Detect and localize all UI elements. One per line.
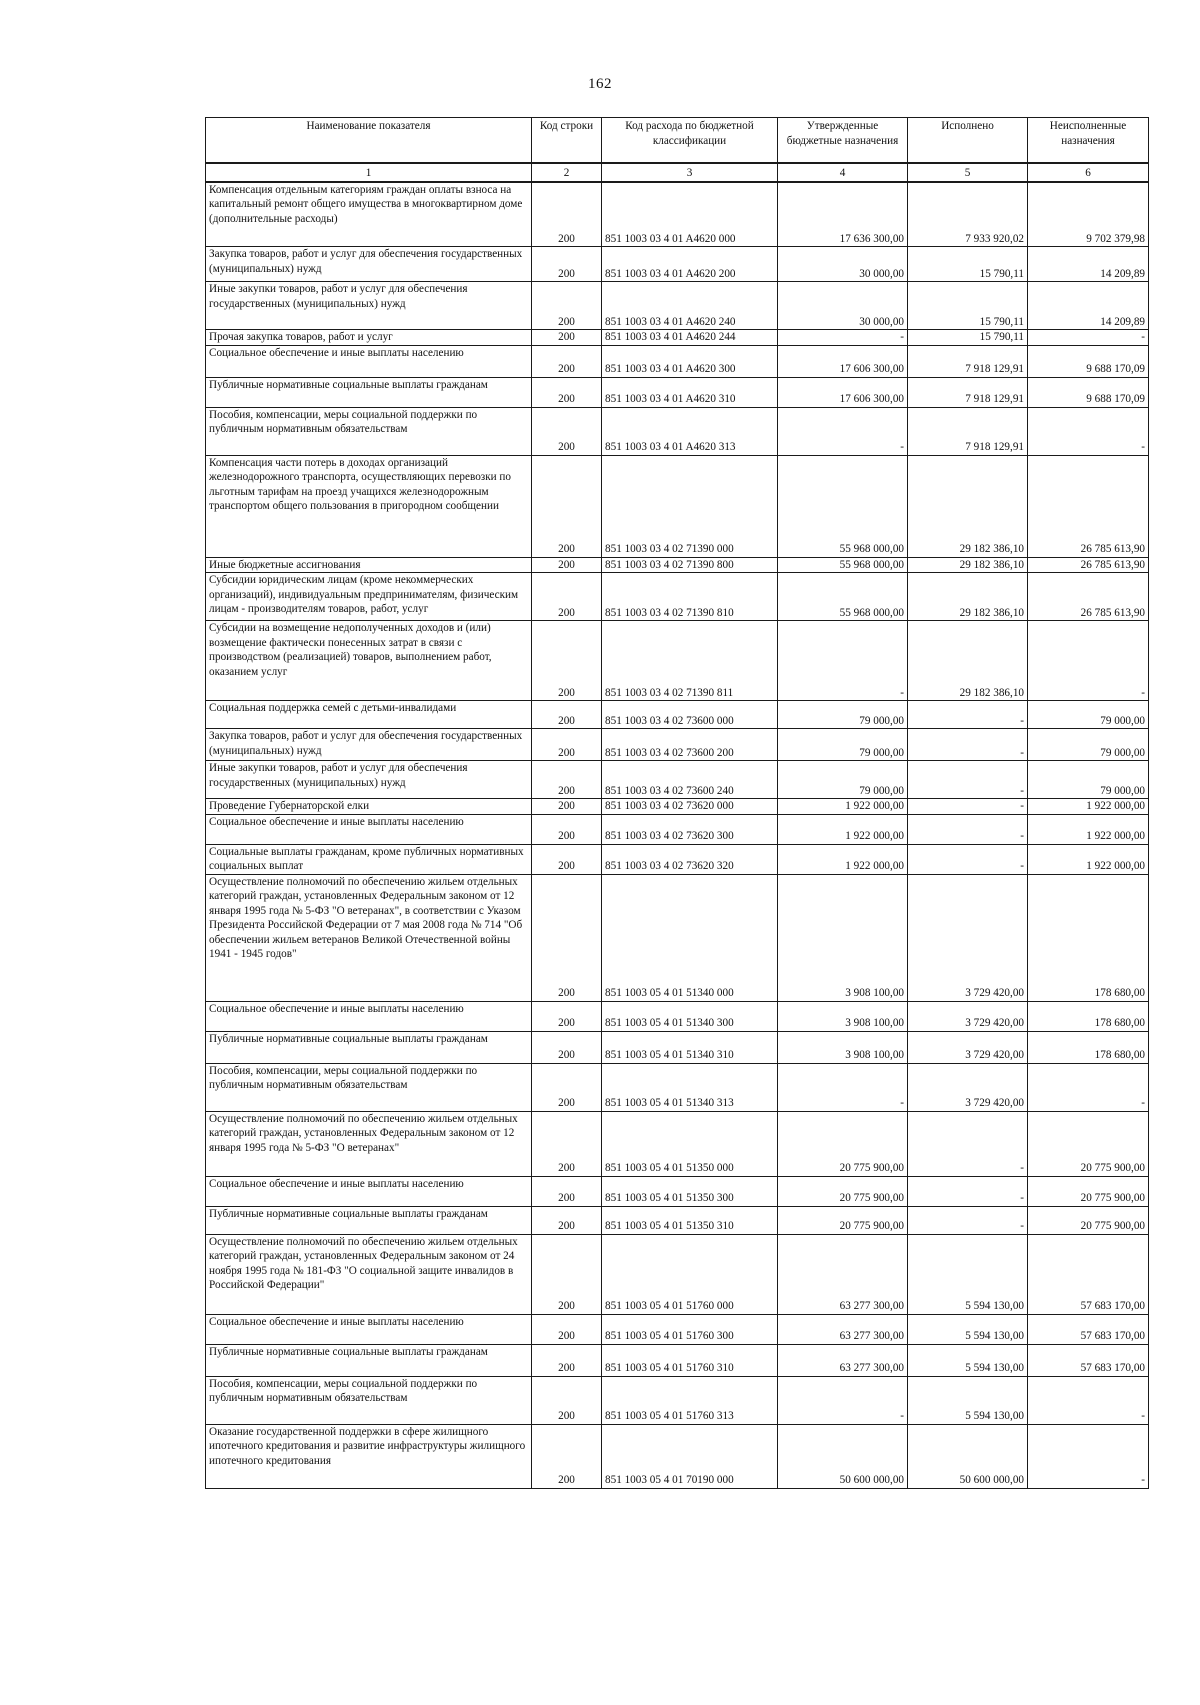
row-line-code: 200 (532, 1314, 602, 1344)
table-row (206, 729, 1149, 761)
row-approved: 63 277 300,00 (778, 1314, 908, 1344)
row-executed: 3 729 420,00 (908, 1001, 1028, 1031)
column-number: 6 (1028, 163, 1149, 182)
row-line-code: 200 (532, 247, 602, 282)
row-name: Публичные нормативные социальные выплаты гражданам (206, 377, 532, 407)
row-executed: 50 600 000,00 (908, 1424, 1028, 1488)
table-header-row (206, 118, 1149, 163)
row-name: Субсидии на возмещение недополученных доходов и (или) возмещение фактически понесенных затрат в связи с производством (реализацией) товаров, выполнением работ, оказанием услуг (206, 621, 532, 701)
table-row (206, 330, 1149, 346)
column-number-row (206, 163, 1149, 182)
row-executed: 29 182 386,10 (908, 621, 1028, 701)
table-row (206, 814, 1149, 844)
row-line-code: 200 (532, 1206, 602, 1234)
table-row (206, 1234, 1149, 1314)
row-unexecuted: - (1028, 407, 1149, 455)
row-approved: 1 922 000,00 (778, 799, 908, 815)
row-expense-code: 851 1003 05 4 01 51340 300 (602, 1001, 778, 1031)
row-unexecuted: 14 209,89 (1028, 282, 1149, 330)
row-expense-code: 851 1003 05 4 01 51760 000 (602, 1234, 778, 1314)
row-name: Закупка товаров, работ и услуг для обеспечения государственных (муниципальных) нужд (206, 729, 532, 761)
row-unexecuted: - (1028, 330, 1149, 346)
row-line-code: 200 (532, 1111, 602, 1176)
table-row (206, 282, 1149, 330)
header-executed: Исполнено (908, 118, 1028, 163)
row-name: Социальное обеспечение и иные выплаты населению (206, 1314, 532, 1344)
row-unexecuted: 178 680,00 (1028, 1031, 1149, 1063)
row-approved: 55 968 000,00 (778, 557, 908, 573)
row-unexecuted: 20 775 900,00 (1028, 1176, 1149, 1206)
row-line-code: 200 (532, 557, 602, 573)
row-expense-code: 851 1003 03 4 02 71390 811 (602, 621, 778, 701)
table-row (206, 844, 1149, 874)
table-row (206, 1001, 1149, 1031)
row-approved: 20 775 900,00 (778, 1111, 908, 1176)
table-body (206, 182, 1149, 1489)
row-unexecuted: - (1028, 621, 1149, 701)
row-unexecuted: 9 688 170,09 (1028, 345, 1149, 377)
row-executed: - (908, 844, 1028, 874)
row-name: Социальное обеспечение и иные выплаты населению (206, 1176, 532, 1206)
row-unexecuted: 9 702 379,98 (1028, 182, 1149, 247)
row-executed: 15 790,11 (908, 282, 1028, 330)
row-expense-code: 851 1003 03 4 02 73600 240 (602, 761, 778, 799)
row-line-code: 200 (532, 814, 602, 844)
row-line-code: 200 (532, 1063, 602, 1111)
row-executed: - (908, 799, 1028, 815)
row-unexecuted: 26 785 613,90 (1028, 455, 1149, 557)
row-name: Закупка товаров, работ и услуг для обеспечения государственных (муниципальных) нужд (206, 247, 532, 282)
row-name: Пособия, компенсации, меры социальной поддержки по публичным нормативным обязательствам (206, 1063, 532, 1111)
row-executed: 7 918 129,91 (908, 407, 1028, 455)
row-approved: 17 606 300,00 (778, 345, 908, 377)
row-approved: 79 000,00 (778, 729, 908, 761)
row-executed: 5 594 130,00 (908, 1344, 1028, 1376)
row-unexecuted: 20 775 900,00 (1028, 1111, 1149, 1176)
row-unexecuted: 79 000,00 (1028, 761, 1149, 799)
row-unexecuted: 1 922 000,00 (1028, 814, 1149, 844)
row-executed: 29 182 386,10 (908, 573, 1028, 621)
table-row (206, 1031, 1149, 1063)
row-executed: - (908, 1176, 1028, 1206)
row-line-code: 200 (532, 455, 602, 557)
row-expense-code: 851 1003 03 4 02 73600 000 (602, 701, 778, 729)
table-row (206, 701, 1149, 729)
row-expense-code: 851 1003 05 4 01 51350 000 (602, 1111, 778, 1176)
row-approved: 79 000,00 (778, 761, 908, 799)
table-row (206, 1063, 1149, 1111)
table-row (206, 1176, 1149, 1206)
table-row (206, 377, 1149, 407)
column-number: 1 (206, 163, 532, 182)
row-unexecuted: 20 775 900,00 (1028, 1206, 1149, 1234)
table-row (206, 345, 1149, 377)
row-executed: 7 918 129,91 (908, 377, 1028, 407)
row-line-code: 200 (532, 182, 602, 247)
row-executed: 3 729 420,00 (908, 1031, 1028, 1063)
header-expense-code: Код расхода по бюджетной классификации (602, 118, 778, 163)
row-expense-code: 851 1003 03 4 02 71390 800 (602, 557, 778, 573)
row-name: Осуществление полномочий по обеспечению жильем отдельных категорий граждан, установленных Федеральным законом от 12 января 1995 года № 5-ФЗ "О ветеранах", в соответствии с Указом Президента Российской Федерации от 7 мая 2008 года № 714 "Об обеспечении жильем ветеранов Великой Отечественной войны 1941 - 1945 годов" (206, 874, 532, 1001)
row-approved: 55 968 000,00 (778, 573, 908, 621)
row-line-code: 200 (532, 345, 602, 377)
row-executed: 29 182 386,10 (908, 557, 1028, 573)
row-unexecuted: 26 785 613,90 (1028, 557, 1149, 573)
row-expense-code: 851 1003 03 4 01 A4620 300 (602, 345, 778, 377)
row-line-code: 200 (532, 1344, 602, 1376)
column-number: 5 (908, 163, 1028, 182)
row-line-code: 200 (532, 330, 602, 346)
row-name: Осуществление полномочий по обеспечению жильем отдельных категорий граждан, установленных Федеральным законом от 12 января 1995 года № 5-ФЗ "О ветеранах" (206, 1111, 532, 1176)
row-approved: - (778, 621, 908, 701)
row-approved: 17 606 300,00 (778, 377, 908, 407)
page-number: 162 (588, 76, 612, 92)
row-expense-code: 851 1003 05 4 01 51340 310 (602, 1031, 778, 1063)
row-executed: 5 594 130,00 (908, 1234, 1028, 1314)
row-name: Социальные выплаты гражданам, кроме публичных нормативных социальных выплат (206, 844, 532, 874)
row-line-code: 200 (532, 1176, 602, 1206)
row-approved: - (778, 1376, 908, 1424)
row-executed: 7 933 920,02 (908, 182, 1028, 247)
row-line-code: 200 (532, 729, 602, 761)
row-expense-code: 851 1003 03 4 02 71390 000 (602, 455, 778, 557)
row-approved: 55 968 000,00 (778, 455, 908, 557)
row-expense-code: 851 1003 05 4 01 51760 300 (602, 1314, 778, 1344)
row-name: Социальная поддержка семей с детьми-инвалидами (206, 701, 532, 729)
row-line-code: 200 (532, 621, 602, 701)
row-unexecuted: 14 209,89 (1028, 247, 1149, 282)
row-line-code: 200 (532, 844, 602, 874)
row-line-code: 200 (532, 1424, 602, 1488)
row-executed: 5 594 130,00 (908, 1376, 1028, 1424)
row-expense-code: 851 1003 05 4 01 51350 300 (602, 1176, 778, 1206)
table-row (206, 1314, 1149, 1344)
row-approved: - (778, 1063, 908, 1111)
row-line-code: 200 (532, 1376, 602, 1424)
table-row (206, 1424, 1149, 1488)
row-line-code: 200 (532, 701, 602, 729)
row-expense-code: 851 1003 05 4 01 51760 313 (602, 1376, 778, 1424)
row-unexecuted: 9 688 170,09 (1028, 377, 1149, 407)
row-approved: 1 922 000,00 (778, 844, 908, 874)
row-expense-code: 851 1003 03 4 02 73620 000 (602, 799, 778, 815)
row-unexecuted: 178 680,00 (1028, 1001, 1149, 1031)
row-name: Пособия, компенсации, меры социальной поддержки по публичным нормативным обязательствам (206, 1376, 532, 1424)
row-approved: 79 000,00 (778, 701, 908, 729)
row-expense-code: 851 1003 05 4 01 51350 310 (602, 1206, 778, 1234)
row-name: Субсидии юридическим лицам (кроме некоммерческих организаций), индивидуальным предпринимателям, физическим лицам - производителям товаров, работ, услуг (206, 573, 532, 621)
row-executed: - (908, 701, 1028, 729)
row-expense-code: 851 1003 05 4 01 51340 313 (602, 1063, 778, 1111)
row-executed: 3 729 420,00 (908, 1063, 1028, 1111)
row-expense-code: 851 1003 03 4 02 71390 810 (602, 573, 778, 621)
row-unexecuted: 178 680,00 (1028, 874, 1149, 1001)
row-expense-code: 851 1003 03 4 01 A4620 240 (602, 282, 778, 330)
row-approved: 30 000,00 (778, 247, 908, 282)
row-line-code: 200 (532, 573, 602, 621)
row-expense-code: 851 1003 05 4 01 70190 000 (602, 1424, 778, 1488)
table-row (206, 621, 1149, 701)
row-approved: 17 636 300,00 (778, 182, 908, 247)
row-approved: 20 775 900,00 (778, 1176, 908, 1206)
row-expense-code: 851 1003 05 4 01 51340 000 (602, 874, 778, 1001)
row-unexecuted: - (1028, 1376, 1149, 1424)
row-unexecuted: 57 683 170,00 (1028, 1314, 1149, 1344)
row-approved: 63 277 300,00 (778, 1234, 908, 1314)
row-unexecuted: 79 000,00 (1028, 729, 1149, 761)
row-approved: 3 908 100,00 (778, 874, 908, 1001)
row-line-code: 200 (532, 1031, 602, 1063)
row-name: Публичные нормативные социальные выплаты гражданам (206, 1344, 532, 1376)
row-name: Публичные нормативные социальные выплаты гражданам (206, 1031, 532, 1063)
row-line-code: 200 (532, 282, 602, 330)
header-line-code: Код строки (532, 118, 602, 163)
row-name: Проведение Губернаторской елки (206, 799, 532, 815)
column-number: 3 (602, 163, 778, 182)
table-row (206, 182, 1149, 247)
row-unexecuted: 57 683 170,00 (1028, 1234, 1149, 1314)
row-expense-code: 851 1003 03 4 01 A4620 200 (602, 247, 778, 282)
row-executed: - (908, 761, 1028, 799)
row-expense-code: 851 1003 03 4 02 73600 200 (602, 729, 778, 761)
row-line-code: 200 (532, 377, 602, 407)
row-name: Осуществление полномочий по обеспечению жильем отдельных категорий граждан, установленных Федеральным законом от 24 ноября 1995 года № 181-ФЗ "О социальной защите инвалидов в Российской Федерации" (206, 1234, 532, 1314)
table-row (206, 407, 1149, 455)
row-name: Пособия, компенсации, меры социальной поддержки по публичным нормативным обязательствам (206, 407, 532, 455)
row-expense-code: 851 1003 03 4 01 A4620 000 (602, 182, 778, 247)
row-executed: 7 918 129,91 (908, 345, 1028, 377)
row-expense-code: 851 1003 03 4 02 73620 300 (602, 814, 778, 844)
row-approved: 30 000,00 (778, 282, 908, 330)
row-line-code: 200 (532, 1001, 602, 1031)
row-approved: 63 277 300,00 (778, 1344, 908, 1376)
row-name: Иные закупки товаров, работ и услуг для обеспечения государственных (муниципальных) нужд (206, 282, 532, 330)
row-approved: - (778, 407, 908, 455)
row-line-code: 200 (532, 799, 602, 815)
table-row (206, 1111, 1149, 1176)
table-row (206, 1376, 1149, 1424)
row-expense-code: 851 1003 05 4 01 51760 310 (602, 1344, 778, 1376)
row-executed: 5 594 130,00 (908, 1314, 1028, 1344)
header-name: Наименование показателя (206, 118, 532, 163)
row-unexecuted: - (1028, 1063, 1149, 1111)
row-approved: - (778, 330, 908, 346)
table-row (206, 557, 1149, 573)
row-name: Социальное обеспечение и иные выплаты населению (206, 1001, 532, 1031)
row-executed: 15 790,11 (908, 247, 1028, 282)
column-number: 2 (532, 163, 602, 182)
row-line-code: 200 (532, 761, 602, 799)
row-unexecuted: 57 683 170,00 (1028, 1344, 1149, 1376)
row-line-code: 200 (532, 407, 602, 455)
row-unexecuted: - (1028, 1424, 1149, 1488)
row-line-code: 200 (532, 1234, 602, 1314)
header-unexecuted: Неисполненные назначения (1028, 118, 1149, 163)
row-executed: - (908, 814, 1028, 844)
row-executed: 15 790,11 (908, 330, 1028, 346)
row-name: Прочая закупка товаров, работ и услуг (206, 330, 532, 346)
row-approved: 20 775 900,00 (778, 1206, 908, 1234)
row-name: Компенсация отдельным категориям граждан оплаты взноса на капитальный ремонт общего имущества в многоквартирном доме (дополнительные расходы) (206, 182, 532, 247)
row-approved: 3 908 100,00 (778, 1001, 908, 1031)
row-unexecuted: 26 785 613,90 (1028, 573, 1149, 621)
table-row (206, 874, 1149, 1001)
row-expense-code: 851 1003 03 4 01 A4620 244 (602, 330, 778, 346)
row-expense-code: 851 1003 03 4 01 A4620 313 (602, 407, 778, 455)
row-name: Иные закупки товаров, работ и услуг для обеспечения государственных (муниципальных) нужд (206, 761, 532, 799)
row-unexecuted: 1 922 000,00 (1028, 799, 1149, 815)
table-row (206, 1206, 1149, 1234)
column-number: 4 (778, 163, 908, 182)
row-executed: - (908, 1206, 1028, 1234)
row-name: Социальное обеспечение и иные выплаты населению (206, 345, 532, 377)
row-approved: 50 600 000,00 (778, 1424, 908, 1488)
table-row (206, 799, 1149, 815)
row-expense-code: 851 1003 03 4 02 73620 320 (602, 844, 778, 874)
row-approved: 1 922 000,00 (778, 814, 908, 844)
row-executed: 3 729 420,00 (908, 874, 1028, 1001)
row-unexecuted: 1 922 000,00 (1028, 844, 1149, 874)
table-row (206, 1344, 1149, 1376)
row-executed: 29 182 386,10 (908, 455, 1028, 557)
table-row (206, 247, 1149, 282)
row-name: Оказание государственной поддержки в сфере жилищного ипотечного кредитования и развитие инфраструктуры жилищного ипотечного кредитования (206, 1424, 532, 1488)
row-name: Социальное обеспечение и иные выплаты населению (206, 814, 532, 844)
row-executed: - (908, 729, 1028, 761)
row-name: Публичные нормативные социальные выплаты гражданам (206, 1206, 532, 1234)
row-expense-code: 851 1003 03 4 01 A4620 310 (602, 377, 778, 407)
row-executed: - (908, 1111, 1028, 1176)
table-row (206, 573, 1149, 621)
header-approved: Утвержденные бюджетные назначения (778, 118, 908, 163)
row-approved: 3 908 100,00 (778, 1031, 908, 1063)
table-row (206, 761, 1149, 799)
row-name: Компенсация части потерь в доходах организаций железнодорожного транспорта, осуществляющих перевозки по льготным тарифам на проезд учащихся железнодорожным транспортом общего пользования в пригородном сообщении (206, 455, 532, 557)
row-name: Иные бюджетные ассигнования (206, 557, 532, 573)
table-row (206, 455, 1149, 557)
budget-execution-table (205, 117, 1149, 1489)
row-line-code: 200 (532, 874, 602, 1001)
row-unexecuted: 79 000,00 (1028, 701, 1149, 729)
